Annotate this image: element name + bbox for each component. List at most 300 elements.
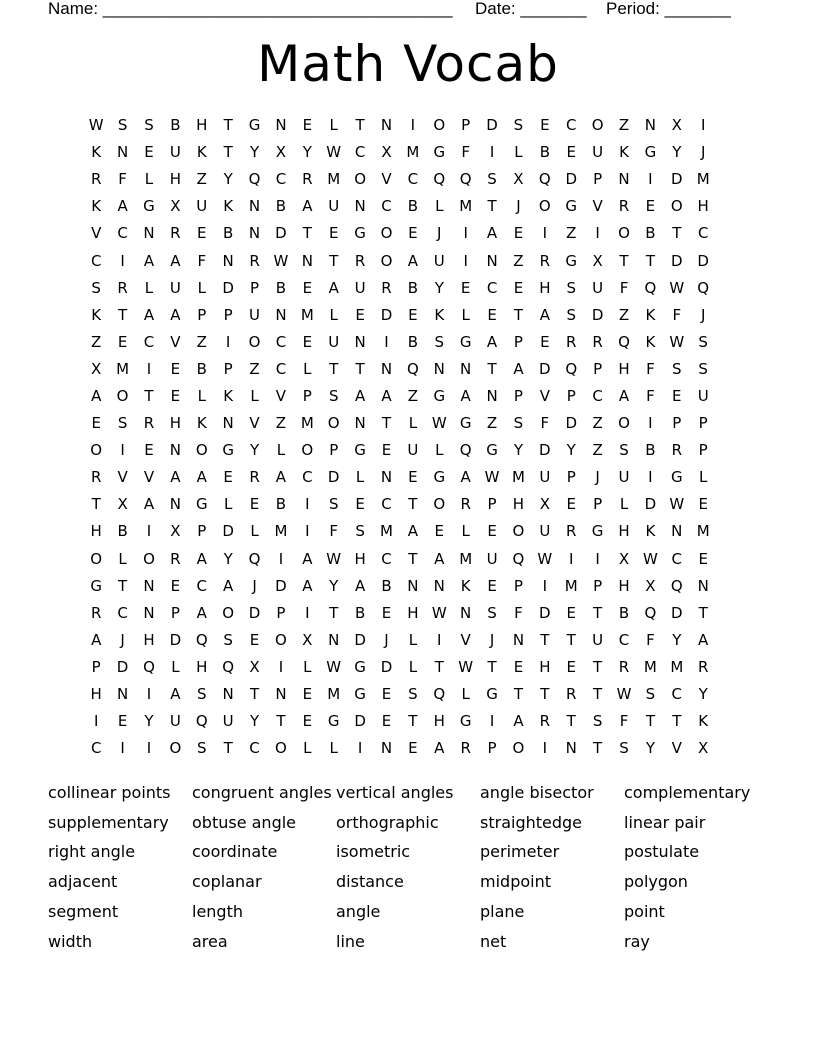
grid-letter: T	[434, 657, 444, 676]
grid-letter: N	[433, 359, 445, 378]
word-item: plane	[480, 902, 525, 922]
grid-letter: E	[566, 495, 576, 514]
grid-letter: R	[566, 332, 577, 351]
grid-letter: E	[698, 495, 708, 514]
grid-letter: P	[487, 495, 497, 514]
grid-row	[83, 546, 743, 573]
grid-letter: C	[697, 224, 709, 243]
grid-letter: A	[170, 251, 181, 270]
grid-letter: N	[380, 468, 393, 487]
grid-letter: G	[354, 657, 366, 676]
grid-letter: Y	[223, 549, 233, 568]
grid-letter: L	[435, 441, 444, 460]
grid-letter: F	[118, 170, 127, 189]
grid-letter: T	[302, 224, 312, 243]
grid-letter: B	[407, 278, 419, 297]
grid-letter: V	[170, 332, 181, 351]
grid-letter: U	[539, 522, 551, 541]
grid-letter: I	[648, 468, 653, 487]
grid-letter: O	[670, 197, 683, 216]
grid-letter: S	[487, 603, 497, 622]
grid-letter: E	[513, 278, 524, 297]
grid-letter: T	[698, 603, 708, 622]
grid-letter: C	[381, 197, 392, 216]
grid-letter: Y	[566, 441, 576, 460]
word-item: coordinate	[192, 842, 278, 862]
grid-letter: C	[117, 603, 128, 622]
grid-letter: L	[144, 170, 154, 189]
grid-letter: D	[275, 576, 287, 595]
grid-letter: A	[91, 630, 102, 649]
grid-letter: G	[459, 712, 472, 731]
grid-row	[83, 166, 743, 193]
grid-letter: D	[380, 657, 393, 676]
grid-letter: R	[90, 170, 102, 189]
grid-letter: A	[196, 603, 207, 622]
grid-letter: T	[329, 251, 339, 270]
word-item: width	[48, 931, 93, 951]
grid-letter: T	[619, 251, 629, 270]
grid-letter: Y	[249, 441, 260, 460]
grid-letter: O	[169, 739, 182, 758]
grid-letter: I	[305, 522, 310, 541]
grid-letter: X	[513, 170, 524, 189]
grid-row	[83, 708, 743, 735]
grid-letter: R	[302, 170, 313, 189]
grid-letter: N	[222, 685, 234, 704]
grid-letter: I	[489, 143, 495, 162]
grid-letter: E	[460, 278, 471, 297]
grid-letter: O	[301, 441, 314, 460]
grid-letter: G	[90, 576, 102, 595]
word-row	[48, 808, 768, 838]
grid-letter: B	[645, 441, 656, 460]
grid-letter: U	[407, 441, 419, 460]
grid-letter: O	[380, 224, 393, 243]
grid-letter: E	[487, 305, 497, 324]
grid-letter: G	[433, 468, 446, 487]
grid-letter: L	[250, 522, 259, 541]
grid-letter: E	[540, 116, 550, 135]
grid-letter: R	[697, 657, 709, 676]
grid-letter: N	[380, 739, 393, 758]
grid-letter: X	[645, 576, 656, 595]
grid-letter: O	[116, 386, 129, 405]
grid-letter: N	[354, 197, 366, 216]
grid-letter: Q	[618, 332, 630, 351]
period-field: Period: _______	[606, 0, 731, 18]
grid-letter: A	[434, 549, 445, 568]
grid-letter: D	[539, 359, 551, 378]
grid-letter: R	[539, 251, 551, 270]
grid-letter: M	[564, 576, 578, 595]
grid-letter: P	[566, 468, 576, 487]
grid-letter: E	[645, 197, 656, 216]
grid-letter: H	[90, 522, 102, 541]
word-item: vertical angles	[336, 782, 454, 802]
grid-row	[83, 491, 743, 518]
grid-letter: N	[301, 251, 313, 270]
grid-letter: B	[223, 224, 234, 243]
grid-letter: H	[90, 685, 102, 704]
grid-letter: S	[196, 685, 207, 704]
grid-letter: R	[460, 495, 471, 514]
grid-letter: E	[381, 712, 392, 731]
grid-letter: G	[354, 441, 366, 460]
grid-letter: S	[566, 305, 576, 324]
grid-letter: H	[196, 116, 208, 135]
grid-letter: M	[643, 657, 657, 676]
grid-letter: M	[670, 657, 684, 676]
grid-letter: T	[487, 359, 497, 378]
grid-letter: P	[672, 414, 682, 433]
grid-letter: G	[354, 685, 366, 704]
grid-letter: P	[513, 386, 523, 405]
grid-letter: B	[381, 576, 392, 595]
grid-letter: E	[117, 712, 128, 731]
grid-letter: R	[592, 332, 603, 351]
grid-letter: T	[355, 359, 365, 378]
grid-letter: L	[329, 739, 338, 758]
grid-letter: W	[669, 332, 685, 351]
grid-letter: E	[381, 685, 392, 704]
grid-letter: H	[196, 657, 208, 676]
grid-letter: V	[671, 739, 682, 758]
grid-letter: S	[328, 495, 339, 514]
grid-letter: Y	[672, 143, 682, 162]
grid-letter: S	[355, 522, 365, 541]
grid-letter: W	[273, 251, 289, 270]
grid-letter: W	[484, 468, 500, 487]
grid-letter: I	[146, 739, 152, 758]
grid-letter: S	[487, 170, 497, 189]
grid-letter: E	[487, 522, 497, 541]
grid-letter: G	[433, 143, 446, 162]
grid-letter: I	[305, 603, 310, 622]
word-item: angle	[336, 902, 381, 922]
grid-letter: E	[408, 739, 418, 758]
grid-letter: T	[223, 739, 233, 758]
grid-letter: Y	[249, 143, 260, 162]
grid-letter: C	[565, 116, 577, 135]
word-item: isometric	[336, 842, 411, 862]
grid-letter: R	[354, 251, 366, 270]
grid-letter: D	[275, 224, 287, 243]
grid-letter: A	[170, 468, 181, 487]
grid-letter: A	[486, 224, 498, 243]
grid-letter: C	[671, 685, 683, 704]
grid-letter: E	[434, 522, 445, 541]
grid-letter: C	[249, 739, 260, 758]
grid-letter: I	[305, 495, 310, 514]
grid-row	[83, 329, 743, 356]
grid-letter: X	[671, 116, 682, 135]
grid-letter: D	[565, 170, 577, 189]
grid-letter: F	[619, 712, 629, 731]
grid-row	[83, 193, 743, 220]
grid-letter: I	[569, 549, 574, 568]
grid-letter: Q	[512, 549, 525, 568]
word-item: obtuse angle	[192, 812, 297, 832]
grid-letter: W	[669, 495, 685, 514]
grid-letter: L	[619, 495, 629, 514]
page-title: Math Vocab	[257, 35, 559, 93]
grid-letter: X	[275, 143, 287, 162]
grid-letter: O	[512, 522, 525, 541]
grid-letter: W	[431, 414, 447, 433]
word-item: collinear points	[48, 782, 171, 802]
grid-letter: A	[143, 495, 155, 514]
grid-letter: I	[595, 224, 600, 243]
grid-row	[83, 112, 743, 139]
grid-letter: V	[275, 386, 287, 405]
grid-letter: S	[91, 278, 101, 297]
grid-letter: F	[540, 414, 550, 433]
grid-letter: G	[591, 522, 604, 541]
grid-letter: E	[381, 603, 392, 622]
grid-letter: T	[329, 359, 339, 378]
grid-letter: T	[566, 712, 576, 731]
grid-letter: R	[170, 224, 181, 243]
grid-letter: M	[459, 549, 473, 568]
grid-letter: R	[170, 549, 181, 568]
grid-letter: C	[196, 576, 207, 595]
grid-letter: W	[326, 549, 342, 568]
grid-row	[83, 681, 743, 708]
grid-letter: S	[513, 116, 524, 135]
grid-letter: I	[384, 332, 389, 351]
grid-letter: A	[302, 549, 313, 568]
grid-letter: H	[697, 197, 709, 216]
grid-letter: L	[197, 278, 206, 297]
grid-letter: E	[408, 224, 418, 243]
grid-letter: T	[487, 197, 497, 216]
word-item: segment	[48, 902, 119, 922]
grid-letter: R	[381, 278, 392, 297]
grid-letter: A	[698, 630, 709, 649]
grid-letter: E	[302, 116, 313, 135]
grid-letter: E	[566, 143, 576, 162]
grid-letter: E	[197, 224, 207, 243]
grid-letter: L	[223, 495, 233, 514]
grid-letter: H	[618, 359, 630, 378]
grid-letter: H	[143, 630, 155, 649]
grid-letter: X	[170, 522, 181, 541]
word-item: midpoint	[480, 872, 551, 892]
grid-letter: G	[354, 224, 366, 243]
grid-letter: N	[275, 685, 287, 704]
grid-letter: D	[354, 630, 366, 649]
grid-letter: L	[303, 739, 312, 758]
grid-letter: R	[671, 441, 682, 460]
grid-letter: Q	[195, 630, 208, 649]
grid-letter: I	[542, 576, 548, 595]
grid-letter: N	[222, 251, 234, 270]
grid-letter: Z	[275, 414, 287, 433]
grid-letter: G	[459, 414, 472, 433]
grid-letter: X	[698, 739, 709, 758]
grid-letter: C	[381, 549, 392, 568]
grid-letter: O	[222, 603, 235, 622]
grid-letter: A	[354, 576, 366, 595]
grid-letter: P	[461, 116, 471, 135]
grid-letter: P	[487, 739, 497, 758]
grid-letter: T	[487, 657, 497, 676]
grid-letter: T	[513, 685, 524, 704]
grid-letter: S	[619, 739, 629, 758]
grid-letter: T	[381, 414, 392, 433]
grid-letter: S	[698, 359, 708, 378]
grid-letter: Y	[223, 170, 233, 189]
grid-letter: C	[381, 495, 392, 514]
grid-letter: N	[486, 251, 498, 270]
grid-letter: Q	[406, 359, 419, 378]
grid-letter: N	[116, 143, 129, 162]
word-item: length	[192, 902, 243, 922]
word-row	[48, 838, 768, 868]
grid-letter: J	[384, 630, 389, 649]
word-item: line	[336, 931, 365, 951]
grid-letter: X	[302, 630, 313, 649]
grid-letter: W	[88, 116, 104, 135]
grid-letter: T	[355, 116, 365, 135]
grid-letter: Y	[329, 576, 339, 595]
grid-letter: M	[696, 522, 710, 541]
grid-letter: R	[90, 603, 102, 622]
grid-letter: A	[328, 278, 339, 297]
grid-letter: S	[408, 685, 418, 704]
grid-letter: U	[486, 549, 498, 568]
grid-letter: D	[671, 603, 683, 622]
grid-letter: S	[698, 332, 708, 351]
grid-letter: M	[696, 170, 710, 189]
grid-letter: E	[170, 576, 181, 595]
grid-letter: L	[408, 657, 418, 676]
grid-letter: H	[539, 278, 551, 297]
grid-letter: H	[169, 170, 181, 189]
grid-letter: Z	[618, 116, 630, 135]
grid-letter: W	[537, 549, 553, 568]
grid-letter: E	[170, 386, 181, 405]
grid-letter: U	[618, 468, 630, 487]
grid-letter: A	[170, 685, 181, 704]
grid-letter: H	[618, 522, 630, 541]
grid-letter: T	[329, 603, 339, 622]
grid-letter: Y	[645, 739, 655, 758]
word-item: area	[192, 931, 228, 951]
grid-letter: L	[461, 685, 470, 704]
grid-letter: S	[434, 332, 445, 351]
grid-letter: E	[513, 657, 524, 676]
grid-letter: U	[539, 468, 551, 487]
grid-letter: O	[354, 170, 366, 189]
grid-letter: I	[648, 414, 653, 433]
grid-letter: G	[327, 712, 340, 731]
grid-letter: A	[434, 739, 445, 758]
grid-letter: I	[146, 359, 152, 378]
grid-letter: L	[171, 657, 180, 676]
grid-letter: D	[486, 116, 498, 135]
grid-letter: Q	[248, 170, 261, 189]
grid-letter: Q	[670, 576, 683, 595]
grid-letter: S	[328, 386, 339, 405]
grid-letter: S	[645, 685, 656, 704]
grid-letter: Q	[644, 603, 657, 622]
grid-letter: R	[249, 468, 260, 487]
grid-letter: I	[93, 712, 99, 731]
grid-letter: E	[144, 441, 154, 460]
grid-letter: D	[327, 468, 340, 487]
grid-letter: A	[302, 576, 313, 595]
grid-letter: O	[618, 414, 630, 433]
grid-letter: J	[120, 630, 125, 649]
grid-letter: C	[354, 143, 366, 162]
grid-letter: K	[619, 143, 629, 162]
grid-letter: E	[513, 224, 524, 243]
grid-letter: T	[540, 630, 550, 649]
grid-letter: A	[460, 386, 471, 405]
grid-letter: W	[458, 657, 474, 676]
word-item: postulate	[624, 842, 700, 862]
grid-letter: L	[197, 386, 206, 405]
word-item: net	[480, 931, 507, 951]
grid-letter: L	[276, 441, 286, 460]
grid-letter: T	[540, 685, 550, 704]
grid-letter: N	[248, 197, 261, 216]
grid-letter: M	[406, 143, 420, 162]
grid-letter: E	[408, 305, 418, 324]
word-item: perimeter	[480, 842, 560, 862]
grid-letter: D	[565, 414, 577, 433]
grid-letter: C	[592, 386, 603, 405]
grid-letter: N	[565, 739, 577, 758]
grid-letter: T	[223, 116, 233, 135]
grid-letter: S	[117, 414, 128, 433]
grid-letter: J	[489, 630, 495, 649]
grid-letter: Q	[459, 170, 472, 189]
grid-letter: C	[275, 332, 287, 351]
grid-letter: Y	[672, 630, 682, 649]
grid-letter: L	[144, 278, 154, 297]
grid-letter: J	[595, 468, 600, 487]
word-item: coplanar	[192, 872, 262, 892]
grid-letter: I	[700, 116, 706, 135]
grid-letter: O	[275, 739, 287, 758]
grid-letter: S	[592, 712, 603, 731]
grid-letter: W	[669, 278, 685, 297]
date-field: Date: _______	[475, 0, 587, 18]
grid-letter: M	[300, 414, 314, 433]
grid-letter: Z	[618, 305, 630, 324]
grid-letter: I	[542, 224, 548, 243]
grid-letter: I	[278, 657, 284, 676]
grid-letter: A	[539, 305, 550, 324]
grid-letter: T	[408, 549, 418, 568]
grid-letter: L	[514, 143, 523, 162]
grid-letter: Z	[566, 224, 577, 243]
word-item: linear pair	[624, 812, 706, 832]
grid-row	[83, 518, 743, 545]
grid-letter: A	[117, 197, 128, 216]
grid-letter: A	[196, 549, 207, 568]
grid-letter: C	[407, 170, 419, 189]
grid-letter: N	[697, 576, 709, 595]
grid-letter: T	[118, 576, 128, 595]
grid-letter: O	[90, 549, 103, 568]
grid-letter: Q	[248, 549, 261, 568]
grid-letter: O	[618, 224, 630, 243]
grid-letter: E	[223, 468, 233, 487]
